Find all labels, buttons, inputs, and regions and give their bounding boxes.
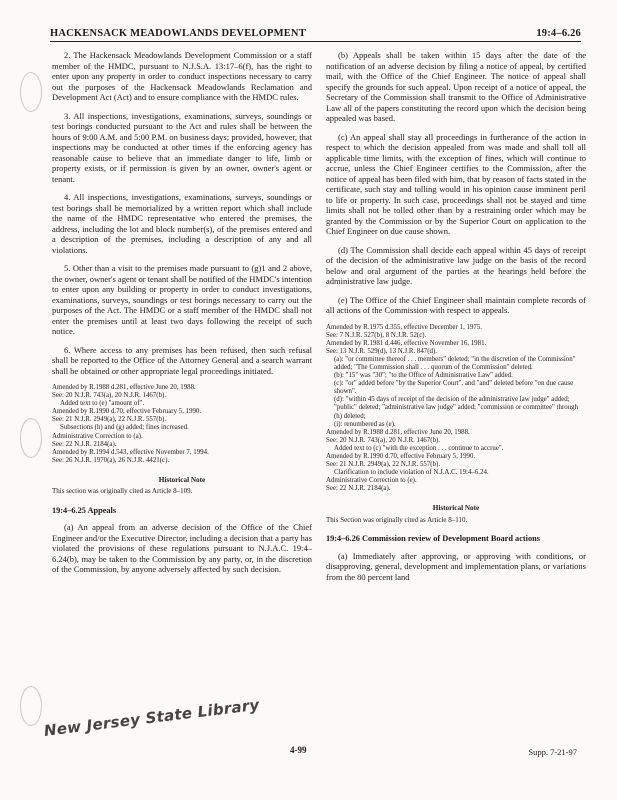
paragraph: (d) The Commission shall decide each appeal within 45 days of receipt of the decision of the administrative law judge on the basis of the record below and oral argument of the parties at the hearings held before the administrative law judge.	[326, 244, 586, 286]
paragraph: 2. The Hackensack Meadowlands Development Commission or a staff member of the HMDC, pursuant to N.J.S.A. 13:17–6(f), has the right to enter upon any property in order to conduct inspections necessary to carry out the purposes of the Hackensack Meadowlands Reclamation and Development Act (Act) and to ensure compliance with the HMDC rules.	[52, 50, 312, 102]
paragraph: (a) Immediately after approving, or approving with conditions, or disapproving, general, development and implementation plans, or variations from the 80 percent land	[326, 550, 586, 582]
paragraph: 6. Where access to any premises has been refused, then such refusal shall be reported to the Office of the Attorney General and a search warrant shall be obtained or other appropriate legal proceedings initiated.	[52, 344, 312, 376]
note-line: Clarification to include violation of N.J.A.C. 19:4–6.24.	[334, 469, 489, 477]
note-line: See: 13 N.J.R. 529(d), 13 N.J.R. 847(d).	[326, 347, 438, 355]
punch-hole	[20, 418, 42, 458]
punch-hole	[20, 72, 42, 112]
note-line: Added text to (e) "amount of".	[60, 400, 145, 408]
note-line: (a): "or committee thereof . . . members" deleted; "in the discretion of the Commission" added; "The Commission shall . . . quorum of the Commission" deleted.	[334, 355, 576, 371]
note-line: (b): "15" was "30"; "to the Office of Administrative Law" added.	[334, 372, 513, 380]
note-line: See: 7 N.J.R. 527(b), 8 N.J.R. 52(c).	[326, 331, 427, 339]
amendment-notes	[326, 324, 586, 494]
note-line: Amended by R.1988 d.281, effective June 20, 1988.	[326, 428, 470, 436]
amendment-notes	[52, 384, 312, 465]
left-column	[52, 50, 312, 583]
note-line: See: 20 N.J.R. 743(a), 20 N.J.R. 1467(b).	[326, 436, 441, 444]
note-line: Amended by R.1988 d.281, effective June 20, 1988.	[52, 384, 196, 391]
note-line: See: 22 N.J.R. 2184(a).	[52, 440, 117, 448]
note-line: Amended by R.1994 d.543, effective November 7, 1994.	[52, 448, 209, 456]
note-line: (d): "within 45 days of receipt of the decision of the administrative law judge" added; "public" deleted; "administrative law judge" added; "commission or committee" through (h) deleted;	[334, 396, 579, 420]
header-rule	[50, 41, 581, 42]
historical-note-text: This section was originally cited as Article 8–109.	[52, 487, 193, 496]
note-line: See: 21 N.J.R. 2949(a), 22 N.J.R. 557(b).	[326, 461, 441, 469]
historical-note-title: Historical Note	[432, 504, 480, 513]
note-line: Administrative Correction to (a).	[52, 432, 143, 440]
paragraph: (b) Appeals shall be taken within 15 days after the date of the notification of an adverse decision by filing a notice of appeal, by certified mail, with the Office of the Chief Engineer. The notice of appeal shall specify the grounds for such appeal. Upon receipt of a notice of appeal, the Secretary of the Commission shall transmit to the Office of Administrative Law all of the papers constituting the record upon which the decision being appealed was based.	[326, 50, 586, 123]
running-header	[50, 28, 581, 39]
note-line: Amended by R.1975 d.355, effective December 1, 1975.	[326, 323, 483, 331]
paragraph: (e) The Office of the Chief Engineer shall maintain complete records of all actions of the Commission with respect to appeals.	[326, 294, 586, 315]
paragraph: (a) An appeal from an adverse decision of the Office of the Chief Engineer and/or the Executive Director, including a decision that a party has violated the provisions of these regulations pursuant to N.J.A.C. 19:4–6.24(b), may be taken to the Commission by any party, or, in the discretion of the Commission, by anyone adversely affected by such decision.	[52, 522, 312, 575]
paragraph: 4. All inspections, investigations, examinations, surveys, soundings or test borings shall be memorialized by a written report which shall include the name of the HMDC representative who entered the premises, the address, including the lot and block number(s), of the premises entered and a description of the premises, including a description of any and all violations.	[52, 192, 312, 255]
library-stamp: New Jersey State Library	[42, 695, 261, 740]
note-line: Amended by R.1990 d.70, effective February 5, 1990.	[326, 453, 476, 460]
punch-hole	[20, 686, 42, 726]
supplement-date: Supp. 7-21-97	[528, 747, 577, 757]
historical-note-text: This Section was originally cited as Article 8–110.	[326, 515, 468, 524]
page-number: 4-99	[290, 745, 307, 755]
note-line: Amended by R.1981 d.446, effective November 16, 1981.	[326, 339, 487, 347]
section-heading: 19:4–6.25 Appeals	[52, 505, 117, 515]
note-line: See: 20 N.J.R. 743(a), 20 N.J.R. 1467(b).	[52, 392, 167, 400]
header-section-number: 19:4–6.26	[536, 28, 581, 39]
note-line: See: 21 N.J.R. 2949(a), 22 N.J.R. 557(b).	[52, 416, 167, 424]
right-column	[326, 50, 586, 590]
note-line: Administrative Correction to (e).	[326, 477, 417, 485]
note-line: Added text to (c) "with the exception . . . continue to accrue".	[334, 444, 504, 452]
paragraph: (c) An appeal shall stay all proceedings in furtherance of the action in respect to which the decision appealed from was made and shall toll all applicable time limits, with the exception of fines, which will continue to accrue, unless the Chief Engineer certifies to the Commission, after the notice of appeal has been filed with him, that by reason of facts stated in the certificate, such stay and tolling would in his opinion cause imminent peril to life or property. In such case, proceedings shall not be stayed and time limits shall not be tolled other than by a restraining order which may be granted by the Commission or by the Superior Court on application to the Chief Engineer on due cause shown.	[326, 131, 586, 236]
note-line: See: 26 N.J.R. 1970(a), 26 N.J.R. 4421(c).	[52, 456, 170, 464]
note-line: (i): renumbered as (e).	[334, 420, 396, 428]
section-heading: 19:4–6.26 Commission review of Development Board actions	[326, 534, 540, 544]
note-line: Amended by R.1990 d.70, effective February 5, 1990.	[52, 408, 202, 416]
note-line: See: 22 N.J.R. 2184(a).	[326, 485, 391, 493]
note-line: Subsections (h) and (g) added; fines increased.	[60, 424, 189, 432]
historical-note-title: Historical Note	[158, 475, 206, 484]
paragraph: 5. Other than a visit to the premises made pursuant to (g)1 and 2 above, the owner, owner's agent or tenant shall be notified of the HMDC's intention to enter upon any building or property in order to conduct investigations, examinations, surveys, soundings or test borings necessary to carry out the purposes of the Act. The HMDC or a staff member of the HMDC shall not enter the premises until at least two days following the receipt of such notice.	[52, 263, 312, 336]
note-line: (c): "or" added before "by the Superior Court", and "and" deleted before "on due cause shown".	[334, 380, 574, 396]
header-title: HACKENSACK MEADOWLANDS DEVELOPMENT	[50, 28, 306, 39]
paragraph: 3. All inspections, investigations, examinations, surveys, soundings or test borings conducted pursuant to the Act and rules shall be between the hours of 9:00 A.M. and 5:00 P.M. on business days; provided, however, that inspections may be conducted at other times if the enforcing agency has reasonable cause to believe that an immediate danger to life, limb or property exists, or if permission is given by an owner, owner's agent or tenant.	[52, 110, 312, 184]
